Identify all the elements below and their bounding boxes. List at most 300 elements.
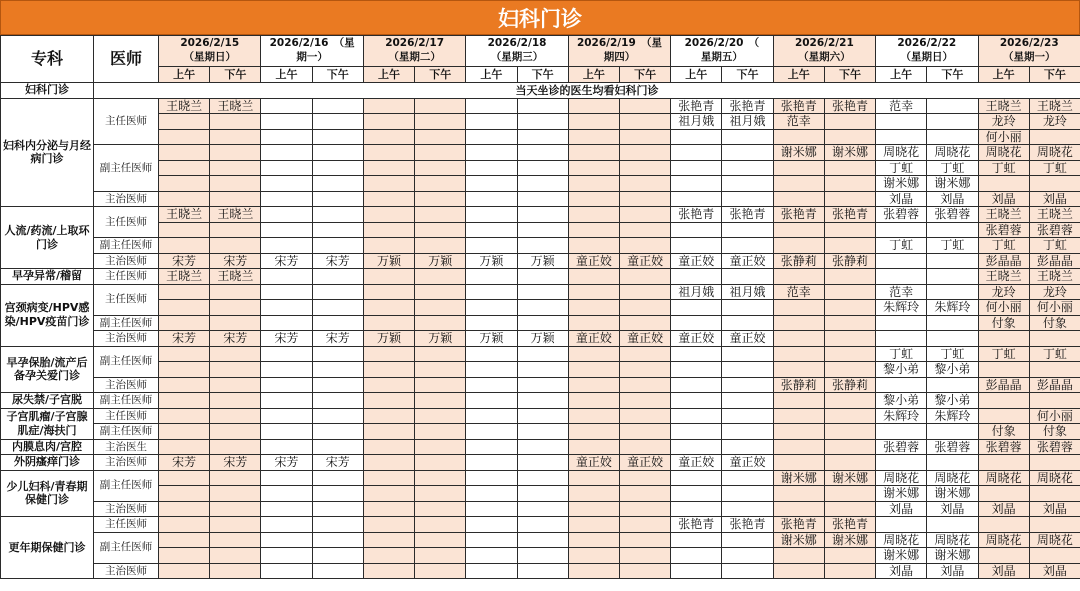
doctor-cell xyxy=(824,362,875,378)
doctor-cell xyxy=(210,222,261,238)
doctor-cell xyxy=(619,269,670,285)
specialty-header: 专科 xyxy=(1,36,94,83)
doctor-cell xyxy=(722,424,773,440)
doctor-level: 主治医师 xyxy=(94,253,159,269)
doctor-cell xyxy=(415,346,466,362)
doctor-level: 主任医师 xyxy=(94,408,159,424)
doctor-cell xyxy=(363,362,414,378)
doctor-cell: 张静莉 xyxy=(824,253,875,269)
doctor-cell xyxy=(312,408,363,424)
doctor-cell xyxy=(517,238,568,254)
doctor-cell xyxy=(568,393,619,409)
doctor-cell xyxy=(466,362,517,378)
schedule-row xyxy=(1,145,1080,161)
doctor-cell xyxy=(466,393,517,409)
doctor-cell: 王晓兰 xyxy=(159,207,210,223)
doctor-cell xyxy=(671,424,722,440)
doctor-cell: 童正姣 xyxy=(619,455,670,471)
doctor-cell xyxy=(824,284,875,300)
doctor-cell xyxy=(722,222,773,238)
doctor-cell: 周晓花 xyxy=(978,145,1029,161)
doctor-cell: 黎小弟 xyxy=(876,393,927,409)
doctor-cell: 黎小弟 xyxy=(927,362,978,378)
doctor-cell xyxy=(517,486,568,502)
doctor-cell xyxy=(671,145,722,161)
doctor-cell xyxy=(261,284,312,300)
doctor-cell xyxy=(363,98,414,114)
pm-header: 下午 xyxy=(415,67,466,83)
doctor-cell: 张艳青 xyxy=(824,207,875,223)
pm-header: 下午 xyxy=(210,67,261,83)
doctor-cell xyxy=(261,207,312,223)
doctor-cell xyxy=(722,563,773,579)
doctor-cell xyxy=(1029,331,1080,347)
specialty-name: 内膜息肉/宫腔 xyxy=(1,439,94,455)
schedule-row xyxy=(1,129,1080,145)
doctor-cell xyxy=(517,548,568,564)
doctor-cell xyxy=(517,532,568,548)
am-header: 上午 xyxy=(671,67,722,83)
doctor-cell xyxy=(363,486,414,502)
doctor-cell xyxy=(261,470,312,486)
doctor-cell xyxy=(159,238,210,254)
doctor-cell: 祖月娥 xyxy=(671,284,722,300)
doctor-cell xyxy=(671,300,722,316)
doctor-cell xyxy=(773,563,824,579)
doctor-cell xyxy=(927,377,978,393)
doctor-cell: 宋芳 xyxy=(210,455,261,471)
doctor-cell xyxy=(619,315,670,331)
doctor-cell xyxy=(210,424,261,440)
pm-header: 下午 xyxy=(312,67,363,83)
doctor-cell: 范幸 xyxy=(773,284,824,300)
doctor-cell: 丁虹 xyxy=(876,238,927,254)
doctor-cell xyxy=(415,377,466,393)
doctor-level: 主治医师 xyxy=(94,377,159,393)
doctor-cell: 丁虹 xyxy=(1029,160,1080,176)
doctor-cell xyxy=(927,114,978,130)
doctor-cell xyxy=(722,377,773,393)
doctor-cell: 谢米娜 xyxy=(773,145,824,161)
doctor-cell xyxy=(261,222,312,238)
doctor-cell xyxy=(312,548,363,564)
doctor-level: 主任医师 xyxy=(94,517,159,533)
doctor-cell: 丁虹 xyxy=(978,160,1029,176)
doctor-cell xyxy=(619,486,670,502)
doctor-cell xyxy=(824,160,875,176)
doctor-cell xyxy=(312,114,363,130)
date-line: 2026/2/16 （星 xyxy=(269,37,355,50)
schedule-row xyxy=(1,207,1080,223)
doctor-cell: 周晓花 xyxy=(1029,470,1080,486)
doctor-cell: 宋芳 xyxy=(312,331,363,347)
weekday-line: （星期日） xyxy=(900,51,954,63)
doctor-cell xyxy=(312,439,363,455)
doctor-cell xyxy=(363,377,414,393)
doctor-cell xyxy=(415,191,466,207)
doctor-cell xyxy=(1029,393,1080,409)
doctor-cell xyxy=(210,532,261,548)
doctor-cell xyxy=(619,470,670,486)
doctor-cell xyxy=(671,548,722,564)
weekday-line: （星期一） xyxy=(1002,51,1056,63)
doctor-cell xyxy=(363,517,414,533)
doctor-cell xyxy=(159,145,210,161)
doctor-cell xyxy=(619,160,670,176)
doctor-cell xyxy=(773,455,824,471)
doctor-cell xyxy=(210,563,261,579)
doctor-cell xyxy=(824,486,875,502)
doctor-cell: 童正姣 xyxy=(619,331,670,347)
doctor-cell: 童正姣 xyxy=(671,455,722,471)
doctor-cell: 宋芳 xyxy=(159,455,210,471)
doctor-cell xyxy=(671,346,722,362)
doctor-cell xyxy=(824,424,875,440)
doctor-cell xyxy=(210,284,261,300)
doctor-cell xyxy=(568,563,619,579)
doctor-cell: 刘晶 xyxy=(978,501,1029,517)
doctor-level: 主任医师 xyxy=(94,269,159,285)
doctor-cell: 张艳青 xyxy=(824,517,875,533)
doctor-level: 副主任医师 xyxy=(94,238,159,254)
weekday-line: （星期六） xyxy=(798,51,851,63)
doctor-cell: 刘晶 xyxy=(978,191,1029,207)
doctor-cell xyxy=(210,486,261,502)
doctor-cell xyxy=(773,439,824,455)
doctor-cell xyxy=(773,393,824,409)
doctor-cell xyxy=(978,408,1029,424)
doctor-cell: 宋芳 xyxy=(159,331,210,347)
doctor-cell xyxy=(568,532,619,548)
doctor-cell xyxy=(517,346,568,362)
doctor-cell xyxy=(568,222,619,238)
schedule-row xyxy=(1,315,1080,331)
doctor-cell xyxy=(261,114,312,130)
doctor-cell xyxy=(927,455,978,471)
doctor-cell xyxy=(159,191,210,207)
doctor-cell xyxy=(159,346,210,362)
schedule-row xyxy=(1,408,1080,424)
doctor-cell xyxy=(671,532,722,548)
doctor-cell xyxy=(876,222,927,238)
doctor-cell xyxy=(824,455,875,471)
doctor-cell: 宋芳 xyxy=(261,253,312,269)
doctor-cell xyxy=(671,439,722,455)
doctor-cell xyxy=(1029,362,1080,378)
doctor-cell xyxy=(619,114,670,130)
doctor-cell xyxy=(619,548,670,564)
doctor-cell xyxy=(466,207,517,223)
doctor-cell xyxy=(415,222,466,238)
specialty-name: 早孕保胎/流产后备孕关爱门诊 xyxy=(1,346,94,393)
specialty-name: 妇科门诊 xyxy=(1,83,94,99)
doctor-cell xyxy=(619,439,670,455)
doctor-cell xyxy=(312,191,363,207)
specialty-name: 宫颈病变/HPV感染/HPV疫苗门诊 xyxy=(1,284,94,346)
general-clinic-row xyxy=(1,83,1080,99)
schedule-row xyxy=(1,548,1080,564)
doctor-cell: 周晓花 xyxy=(978,532,1029,548)
doctor-cell xyxy=(210,346,261,362)
date-line: 2026/2/20 （ xyxy=(684,37,760,50)
doctor-cell: 周晓花 xyxy=(978,470,1029,486)
doctor-cell: 张碧蓉 xyxy=(978,222,1029,238)
doctor-cell xyxy=(312,517,363,533)
doctor-cell xyxy=(466,145,517,161)
doctor-cell xyxy=(466,98,517,114)
doctor-cell: 童正姣 xyxy=(671,253,722,269)
doctor-cell xyxy=(466,160,517,176)
doctor-cell: 周晓花 xyxy=(927,470,978,486)
doctor-cell: 何小丽 xyxy=(978,129,1029,145)
doctor-cell: 王晓兰 xyxy=(978,207,1029,223)
am-header: 上午 xyxy=(876,67,927,83)
doctor-cell xyxy=(415,160,466,176)
doctor-cell xyxy=(671,176,722,192)
doctor-cell xyxy=(210,145,261,161)
doctor-cell xyxy=(261,176,312,192)
doctor-cell xyxy=(210,377,261,393)
doctor-cell xyxy=(517,269,568,285)
doctor-cell xyxy=(619,300,670,316)
doctor-cell xyxy=(568,269,619,285)
doctor-cell xyxy=(978,362,1029,378)
doctor-cell xyxy=(159,424,210,440)
weekday-line: 期一） xyxy=(296,51,328,63)
doctor-level: 主治医师 xyxy=(94,331,159,347)
doctor-cell xyxy=(159,393,210,409)
doctor-cell: 王晓兰 xyxy=(1029,269,1080,285)
doctor-cell xyxy=(824,269,875,285)
doctor-cell xyxy=(978,393,1029,409)
doctor-cell xyxy=(210,129,261,145)
doctor-cell xyxy=(619,191,670,207)
doctor-cell xyxy=(312,346,363,362)
date-header xyxy=(159,36,261,67)
doctor-cell: 张碧蓉 xyxy=(927,207,978,223)
doctor-cell xyxy=(312,145,363,161)
doctor-cell xyxy=(876,114,927,130)
doctor-cell xyxy=(363,315,414,331)
doctor-cell xyxy=(159,362,210,378)
doctor-cell xyxy=(261,129,312,145)
doctor-cell xyxy=(773,191,824,207)
doctor-cell xyxy=(517,563,568,579)
doctor-cell xyxy=(568,439,619,455)
date-header xyxy=(466,36,568,67)
doctor-cell: 彭晶晶 xyxy=(978,253,1029,269)
doctor-cell xyxy=(722,315,773,331)
doctor-cell xyxy=(927,98,978,114)
doctor-cell: 龙玲 xyxy=(978,284,1029,300)
doctor-cell: 龙玲 xyxy=(1029,114,1080,130)
am-header: 上午 xyxy=(773,67,824,83)
doctor-cell xyxy=(568,408,619,424)
doctor-level: 主治医师 xyxy=(94,563,159,579)
schedule-body xyxy=(1,36,1080,579)
date-line: 2026/2/19 （星 xyxy=(576,37,662,50)
doctor-cell: 张艳青 xyxy=(773,207,824,223)
doctor-cell xyxy=(671,129,722,145)
doctor-cell xyxy=(568,114,619,130)
specialty-name: 妇科内分泌与月经病门诊 xyxy=(1,98,94,207)
doctor-cell: 谢米娜 xyxy=(927,176,978,192)
weekday-line: （星期三） xyxy=(490,51,544,63)
doctor-cell: 张静莉 xyxy=(824,377,875,393)
doctor-cell xyxy=(312,300,363,316)
doctor-cell xyxy=(722,393,773,409)
doctor-cell xyxy=(517,160,568,176)
doctor-cell: 丁虹 xyxy=(1029,346,1080,362)
doctor-cell xyxy=(261,532,312,548)
doctor-level: 副主任医师 xyxy=(94,315,159,331)
doctor-cell: 范幸 xyxy=(876,284,927,300)
doctor-cell: 王晓兰 xyxy=(210,207,261,223)
doctor-cell xyxy=(261,145,312,161)
doctor-cell xyxy=(927,315,978,331)
doctor-cell xyxy=(466,300,517,316)
doctor-cell xyxy=(415,501,466,517)
doctor-cell xyxy=(312,315,363,331)
doctor-cell xyxy=(363,114,414,130)
doctor-cell xyxy=(466,269,517,285)
pm-header: 下午 xyxy=(517,67,568,83)
doctor-cell xyxy=(773,331,824,347)
doctor-cell: 张艳青 xyxy=(722,98,773,114)
doctor-cell: 付象 xyxy=(978,424,1029,440)
doctor-cell xyxy=(363,532,414,548)
doctor-cell: 谢米娜 xyxy=(773,470,824,486)
specialty-name: 尿失禁/子宫脱 xyxy=(1,393,94,409)
doctor-cell xyxy=(415,439,466,455)
doctor-cell xyxy=(568,129,619,145)
doctor-cell xyxy=(722,191,773,207)
doctor-cell xyxy=(876,517,927,533)
specialty-name: 更年期保健门诊 xyxy=(1,517,94,579)
date-line: 2026/2/18 xyxy=(487,37,547,50)
specialty-name: 早孕异常/稽留 xyxy=(1,269,94,285)
doctor-cell xyxy=(517,145,568,161)
doctor-cell xyxy=(824,501,875,517)
schedule-row xyxy=(1,393,1080,409)
doctor-cell xyxy=(619,517,670,533)
doctor-cell xyxy=(517,377,568,393)
doctor-cell xyxy=(415,470,466,486)
doctor-level: 主治医师 xyxy=(94,191,159,207)
doctor-cell xyxy=(159,486,210,502)
doctor-cell xyxy=(722,532,773,548)
doctor-cell xyxy=(466,114,517,130)
doctor-cell xyxy=(722,300,773,316)
doctor-cell xyxy=(466,315,517,331)
doctor-cell: 何小丽 xyxy=(1029,300,1080,316)
doctor-level: 主任医师 xyxy=(94,284,159,315)
doctor-cell xyxy=(210,393,261,409)
doctor-cell xyxy=(415,393,466,409)
doctor-cell xyxy=(722,362,773,378)
doctor-cell xyxy=(415,300,466,316)
doctor-cell xyxy=(363,207,414,223)
doctor-cell: 万颖 xyxy=(415,331,466,347)
schedule-row xyxy=(1,331,1080,347)
weekday-line: （星期二） xyxy=(388,51,441,63)
doctor-cell: 刘晶 xyxy=(927,191,978,207)
doctor-cell xyxy=(159,129,210,145)
schedule-row xyxy=(1,424,1080,440)
doctor-cell: 朱辉玲 xyxy=(927,300,978,316)
doctor-cell xyxy=(363,548,414,564)
doctor-cell: 丁虹 xyxy=(927,238,978,254)
doctor-cell xyxy=(619,532,670,548)
doctor-cell: 张碧蓉 xyxy=(978,439,1029,455)
doctor-cell xyxy=(312,129,363,145)
schedule-row xyxy=(1,253,1080,269)
doctor-cell xyxy=(671,408,722,424)
doctor-cell xyxy=(517,191,568,207)
schedule-row xyxy=(1,160,1080,176)
doctor-cell xyxy=(568,176,619,192)
doctor-cell xyxy=(876,331,927,347)
doctor-cell xyxy=(363,424,414,440)
doctor-cell: 丁虹 xyxy=(927,346,978,362)
doctor-cell xyxy=(568,501,619,517)
doctor-cell xyxy=(824,408,875,424)
doctor-cell xyxy=(927,517,978,533)
doctor-cell xyxy=(619,129,670,145)
doctor-cell xyxy=(363,408,414,424)
doctor-cell: 丁虹 xyxy=(876,346,927,362)
doctor-cell xyxy=(210,300,261,316)
doctor-cell xyxy=(927,253,978,269)
doctor-cell: 龙玲 xyxy=(1029,284,1080,300)
doctor-cell xyxy=(415,98,466,114)
doctor-cell: 黎小弟 xyxy=(927,393,978,409)
doctor-cell xyxy=(824,439,875,455)
doctor-cell xyxy=(415,315,466,331)
doctor-cell xyxy=(159,377,210,393)
schedule-row xyxy=(1,346,1080,362)
doctor-cell: 丁虹 xyxy=(1029,238,1080,254)
doctor-level: 主治医师 xyxy=(94,455,159,471)
schedule-row xyxy=(1,486,1080,502)
doctor-cell xyxy=(466,346,517,362)
doctor-cell xyxy=(415,424,466,440)
doctor-cell: 谢米娜 xyxy=(876,548,927,564)
doctor-cell xyxy=(363,393,414,409)
doctor-cell xyxy=(517,455,568,471)
doctor-cell: 张艳青 xyxy=(671,98,722,114)
doctor-cell: 朱辉玲 xyxy=(876,300,927,316)
doctor-cell xyxy=(415,145,466,161)
date-line: 2026/2/21 xyxy=(794,37,854,50)
doctor-cell xyxy=(466,455,517,471)
doctor-cell xyxy=(671,470,722,486)
doctor-cell xyxy=(312,532,363,548)
doctor-cell xyxy=(824,191,875,207)
date-line: 2026/2/15 xyxy=(180,37,240,50)
doctor-cell: 万颖 xyxy=(517,253,568,269)
doctor-cell: 刘晶 xyxy=(876,501,927,517)
doctor-cell xyxy=(722,160,773,176)
doctor-cell xyxy=(824,300,875,316)
doctor-cell xyxy=(261,238,312,254)
doctor-cell xyxy=(1029,455,1080,471)
doctor-cell xyxy=(978,331,1029,347)
doctor-cell xyxy=(466,470,517,486)
general-clinic-note: 当天坐诊的医生均看妇科门诊 xyxy=(94,83,1080,99)
doctor-cell xyxy=(312,563,363,579)
doctor-cell xyxy=(312,377,363,393)
